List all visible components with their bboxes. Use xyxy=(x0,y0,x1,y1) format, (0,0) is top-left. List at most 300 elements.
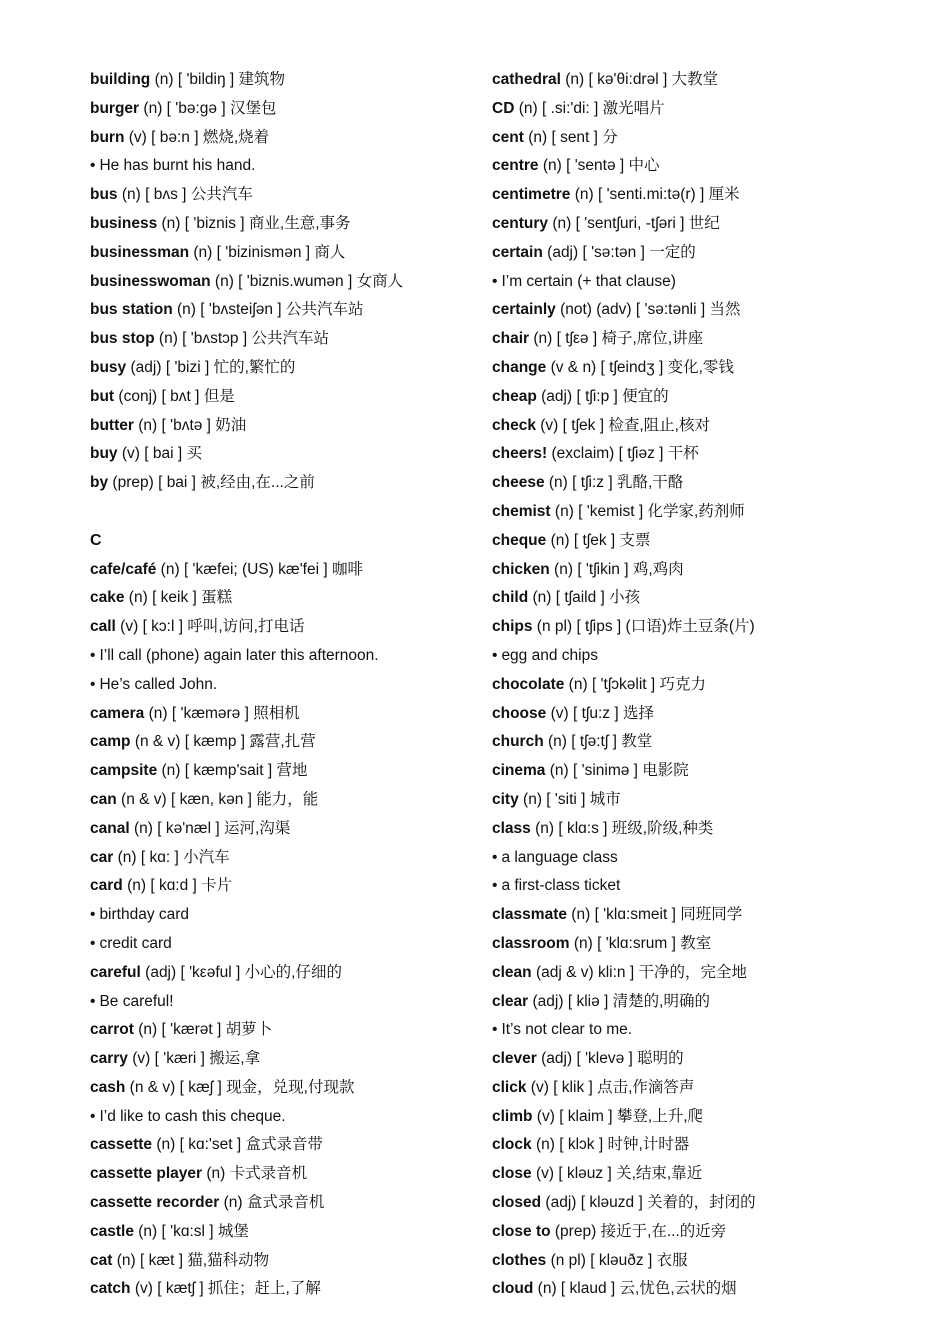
entry-part-of-speech: (n) xyxy=(554,560,573,578)
entry-word: bus xyxy=(90,186,118,204)
example-line xyxy=(90,671,480,700)
entry-meaning: 小汽车 xyxy=(183,848,230,866)
entry-part-of-speech: (n) xyxy=(148,704,168,722)
entry-part-of-speech: (n) xyxy=(518,99,538,117)
entry-meaning: 小孩 xyxy=(609,589,641,607)
entry-word: cheers! xyxy=(492,445,548,463)
entry-pronunciation: [ bai ] xyxy=(158,474,196,492)
entry-word: clever xyxy=(492,1050,537,1068)
entry-word: cathedral xyxy=(492,71,561,88)
vocab-entry xyxy=(90,1247,480,1276)
entry-meaning: 关着的，封闭的 xyxy=(647,1194,756,1212)
entry-part-of-speech: (n) xyxy=(176,301,196,319)
entry-word: camera xyxy=(90,704,145,722)
entry-meaning: 公共汽车站 xyxy=(251,330,329,348)
entry-meaning: 衣服 xyxy=(656,1251,688,1269)
entry-pronunciation: [ klɑ:s ] xyxy=(558,819,608,837)
entry-part-of-speech: (n) xyxy=(121,186,141,204)
vocab-entry xyxy=(90,210,480,239)
entry-part-of-speech: (n & v) xyxy=(129,1078,176,1096)
vocab-entry xyxy=(492,700,922,729)
entry-word: cat xyxy=(90,1251,113,1269)
vocab-entry xyxy=(492,527,922,556)
entry-meaning: 卡式录音机 xyxy=(229,1165,308,1183)
entry-pronunciation: [ klaud ] xyxy=(560,1280,616,1298)
vocab-entry xyxy=(90,325,480,354)
entry-word: century xyxy=(492,214,548,232)
example-line xyxy=(492,1016,922,1045)
vocab-entry xyxy=(90,66,480,95)
entry-word: bus station xyxy=(90,301,173,319)
vocab-entry xyxy=(492,613,922,642)
vocab-entry xyxy=(90,95,480,124)
entry-pronunciation: [ 'klɑ:smeit ] xyxy=(594,906,676,924)
entry-part-of-speech: (v) xyxy=(540,416,559,434)
entry-meaning: 点击,作滴答声 xyxy=(597,1078,695,1096)
entry-part-of-speech: (v) xyxy=(134,1280,153,1298)
entry-word: cafe/café xyxy=(90,560,157,578)
entry-part-of-speech: (exclaim) xyxy=(551,445,615,463)
entry-pronunciation: [ 'sinimə ] xyxy=(573,762,638,780)
entry-pronunciation: [ 'biznis ] xyxy=(184,214,245,232)
entry-part-of-speech: (n) xyxy=(535,1136,555,1154)
entry-word: close to xyxy=(492,1222,551,1240)
entry-pronunciation: [ 'kæfei; (US) kæ'fei ] xyxy=(183,560,328,578)
entry-word: chocolate xyxy=(492,675,565,693)
entry-part-of-speech: (n pl) xyxy=(536,618,573,636)
entry-pronunciation: [ kɑ:'set ] xyxy=(179,1136,242,1154)
vocab-entry xyxy=(492,210,922,239)
bullet-icon: • xyxy=(90,1107,96,1125)
entry-word: church xyxy=(492,733,544,751)
example-line xyxy=(90,930,480,959)
vocab-entry xyxy=(492,584,922,613)
vocab-entry xyxy=(492,1103,922,1132)
vocab-entry xyxy=(90,181,480,210)
example-text: a first-class ticket xyxy=(501,877,621,895)
entry-word: close xyxy=(492,1165,532,1183)
example-line xyxy=(492,844,922,873)
entry-word: choose xyxy=(492,704,547,722)
entry-meaning: 激光唱片 xyxy=(602,99,665,117)
entry-word: centimetre xyxy=(492,186,571,204)
entry-pronunciation: [ 'kɑ:sl ] xyxy=(161,1222,214,1240)
vocab-entry xyxy=(90,786,480,815)
entry-meaning: 呼叫,访问,打电话 xyxy=(187,618,305,636)
entry-word: city xyxy=(492,790,519,808)
example-line xyxy=(492,642,922,671)
entry-meaning: 关,结束,靠近 xyxy=(616,1165,703,1183)
entry-part-of-speech: (v) xyxy=(128,128,147,146)
entry-pronunciation: [ tʃips ] xyxy=(576,618,622,636)
entry-meaning: 露营,扎营 xyxy=(249,733,316,751)
entry-word: certainly xyxy=(492,301,556,319)
entry-word: castle xyxy=(90,1222,134,1240)
entry-word: certain xyxy=(492,243,543,261)
entry-meaning: 公共汽车站 xyxy=(285,301,364,319)
entry-part-of-speech: (n) xyxy=(133,819,153,837)
vocab-entry xyxy=(492,469,922,498)
entry-word: closed xyxy=(492,1194,542,1212)
entry-word: cent xyxy=(492,128,524,146)
vocab-entry xyxy=(492,959,922,988)
example-text: I’d like to cash this cheque. xyxy=(99,1107,286,1125)
bullet-icon: • xyxy=(90,157,96,175)
entry-part-of-speech: (n) xyxy=(127,877,147,895)
entry-word: burn xyxy=(90,128,125,146)
entry-pronunciation: [ kɔ:l ] xyxy=(142,618,184,636)
entry-word: centre xyxy=(492,157,539,175)
entry-meaning: 被,经由,在...之前 xyxy=(200,474,315,492)
entry-part-of-speech: (n & v) xyxy=(134,733,181,751)
entry-part-of-speech: (n) xyxy=(117,848,137,866)
example-text: credit card xyxy=(99,934,172,952)
entry-meaning: 云,忧色,云状的烟 xyxy=(619,1280,737,1298)
example-line xyxy=(90,152,480,181)
vocab-entry xyxy=(492,354,922,383)
entry-meaning: 照相机 xyxy=(253,704,300,722)
example-text: He has burnt his hand. xyxy=(99,157,256,175)
entry-pronunciation: [ 'klɑ:srum ] xyxy=(597,934,676,952)
vocab-entry xyxy=(90,1275,480,1304)
vocab-entry xyxy=(90,124,480,153)
entry-part-of-speech: (n) xyxy=(537,1280,557,1298)
entry-part-of-speech: (v) xyxy=(120,618,139,636)
entry-meaning: 鸡,鸡肉 xyxy=(632,560,684,578)
entry-meaning: 时钟,计时器 xyxy=(607,1136,690,1154)
entry-part-of-speech: (n) xyxy=(571,906,591,924)
entry-part-of-speech: (v) xyxy=(550,704,569,722)
vocab-entry xyxy=(90,1045,480,1074)
entry-meaning: 抓住；赶上,了解 xyxy=(208,1280,321,1298)
entry-part-of-speech: (n) xyxy=(548,733,567,751)
entry-word: CD xyxy=(492,99,515,117)
bullet-icon: • xyxy=(90,906,96,924)
entry-meaning: 检查,阻止,核对 xyxy=(608,416,710,434)
entry-part-of-speech: (adj) xyxy=(130,358,162,376)
entry-word: card xyxy=(90,877,123,895)
vocab-entry xyxy=(492,440,922,469)
entry-meaning: 城市 xyxy=(589,790,621,808)
vocab-entry xyxy=(90,613,480,642)
entry-pronunciation: [ 'bizinismən ] xyxy=(216,243,311,261)
entry-pronunciation: [ kæmp'sait ] xyxy=(184,762,273,780)
entry-pronunciation: [ tʃek ] xyxy=(573,531,616,549)
vocab-entry xyxy=(492,296,922,325)
entry-word: carry xyxy=(90,1050,128,1068)
vocab-entry xyxy=(492,1247,922,1276)
entry-word: climb xyxy=(492,1107,533,1125)
entry-part-of-speech: (prep) xyxy=(112,474,154,492)
vocab-entry xyxy=(492,901,922,930)
entry-word: change xyxy=(492,358,547,376)
entry-part-of-speech: (n) xyxy=(565,71,585,88)
entry-word: cloud xyxy=(492,1280,534,1298)
entry-word: classroom xyxy=(492,934,570,952)
entry-part-of-speech: (v) xyxy=(530,1078,549,1096)
entry-part-of-speech: (adj) xyxy=(547,243,579,261)
entry-meaning: 大教堂 xyxy=(671,71,719,88)
right-column xyxy=(492,66,922,1304)
entry-pronunciation: [ 'sə:tən ] xyxy=(582,243,645,261)
entry-meaning: 能力，能 xyxy=(256,790,319,808)
entry-pronunciation: [ 'kærət ] xyxy=(161,1021,222,1039)
vocab-entry xyxy=(90,872,480,901)
bullet-icon: • xyxy=(492,646,498,664)
entry-meaning: 变化,零钱 xyxy=(667,358,734,376)
entry-meaning: 奶油 xyxy=(215,416,247,434)
entry-part-of-speech: (v) xyxy=(121,445,140,463)
entry-word: class xyxy=(492,819,531,837)
entry-meaning: 聪明的 xyxy=(637,1050,684,1068)
vocab-entry xyxy=(90,584,480,613)
entry-part-of-speech: (n) xyxy=(206,1165,226,1183)
entry-pronunciation: [ klɔk ] xyxy=(559,1136,604,1154)
entry-pronunciation: [ 'tʃɔkəlit ] xyxy=(591,675,656,693)
entry-meaning: 巧克力 xyxy=(659,675,707,693)
entry-part-of-speech: (n) xyxy=(223,1194,243,1212)
entry-word: cinema xyxy=(492,762,546,780)
bullet-icon: • xyxy=(492,877,498,895)
entry-meaning: 商业,生意,事务 xyxy=(248,214,351,232)
bullet-icon: • xyxy=(90,934,96,952)
vocab-entry xyxy=(492,1131,922,1160)
entry-meaning: 攀登,上升,爬 xyxy=(616,1107,704,1125)
entry-word: child xyxy=(492,589,529,607)
entry-pronunciation: [ 'tʃikin ] xyxy=(577,560,629,578)
entry-pronunciation: [ tʃek ] xyxy=(562,416,605,434)
entry-meaning: 教堂 xyxy=(621,733,653,751)
entry-part-of-speech: (n) xyxy=(214,272,234,290)
entry-word: cake xyxy=(90,589,125,607)
entry-part-of-speech: (n) xyxy=(193,243,213,261)
entry-meaning: 接近于,在...的近旁 xyxy=(600,1222,727,1240)
entry-meaning: 建筑物 xyxy=(238,71,286,88)
vocab-entry xyxy=(492,383,922,412)
bullet-icon: • xyxy=(90,992,96,1010)
vocab-entry xyxy=(90,728,480,757)
entry-part-of-speech: (not) (adv) xyxy=(560,301,632,319)
entry-meaning: 世纪 xyxy=(688,214,720,232)
vocab-entry xyxy=(90,1131,480,1160)
entry-part-of-speech: (n) xyxy=(550,531,570,549)
entry-part-of-speech: (n) xyxy=(154,71,174,88)
example-line xyxy=(492,268,922,297)
entry-word: chips xyxy=(492,618,533,636)
vocab-entry xyxy=(492,1218,922,1247)
entry-part-of-speech: (n) xyxy=(549,762,569,780)
vocab-entry xyxy=(492,988,922,1017)
entry-pronunciation: [ 'kæmərə ] xyxy=(171,704,249,722)
entry-word: buy xyxy=(90,445,118,463)
vocab-entry xyxy=(492,1045,922,1074)
vocab-entry xyxy=(492,815,922,844)
vocab-entry xyxy=(90,412,480,441)
entry-word: careful xyxy=(90,963,141,981)
vocab-entry xyxy=(492,498,922,527)
entry-meaning: 买 xyxy=(186,445,203,463)
entry-meaning: 运河,沟渠 xyxy=(223,819,291,837)
entry-pronunciation: [ klaim ] xyxy=(559,1107,613,1125)
example-text: He’s called John. xyxy=(99,675,218,693)
entry-pronunciation: [ 'sə:tənli ] xyxy=(635,301,706,319)
example-text: I’ll call (phone) again later this afternoon. xyxy=(99,646,379,664)
entry-meaning: 椅子,席位,讲座 xyxy=(601,330,704,348)
entry-pronunciation: [ kə'θi:drəl ] xyxy=(588,71,668,88)
entry-word: classmate xyxy=(492,906,567,924)
example-text: Be careful! xyxy=(99,992,174,1010)
entry-pronunciation: [ 'kemist ] xyxy=(578,502,644,520)
vocab-entry xyxy=(90,296,480,325)
vocab-entry xyxy=(90,959,480,988)
entry-word: chair xyxy=(492,330,530,348)
entry-part-of-speech: (n) xyxy=(574,186,594,204)
entry-word: clean xyxy=(492,963,532,981)
entry-meaning: 厘米 xyxy=(708,186,740,204)
entry-part-of-speech: (n) xyxy=(143,99,163,117)
entry-meaning: 乳酪,干酪 xyxy=(616,474,684,492)
entry-word: campsite xyxy=(90,762,158,780)
entry-meaning: 同班同学 xyxy=(680,906,743,924)
entry-part-of-speech: (adj) xyxy=(145,963,177,981)
entry-part-of-speech: (n) xyxy=(542,157,562,175)
entry-pronunciation: [ tʃaild ] xyxy=(555,589,605,607)
entry-word: carrot xyxy=(90,1021,134,1039)
vocab-entry xyxy=(90,815,480,844)
entry-pronunciation: [ kæt ] xyxy=(139,1251,184,1269)
entry-pronunciation: [ bʌs ] xyxy=(145,186,187,204)
entry-pronunciation: [ 'bildiŋ ] xyxy=(177,71,235,88)
entry-pronunciation: [ kləuðz ] xyxy=(590,1251,653,1269)
vocab-entry xyxy=(90,383,480,412)
entry-pronunciation: [ kləuzd ] xyxy=(580,1194,643,1212)
example-line xyxy=(90,642,480,671)
entry-word: but xyxy=(90,387,115,405)
entry-word: business xyxy=(90,214,158,232)
entry-word: cassette recorder xyxy=(90,1194,220,1212)
entry-word: cassette player xyxy=(90,1165,203,1183)
entry-meaning: 选择 xyxy=(622,704,654,722)
entry-pronunciation: [ kə'næl ] xyxy=(157,819,220,837)
vocab-entry xyxy=(90,354,480,383)
example-text: It’s not clear to me. xyxy=(501,1021,633,1039)
entry-pronunciation: [ keik ] xyxy=(152,589,197,607)
entry-pronunciation: [ tʃi:z ] xyxy=(572,474,613,492)
entry-meaning: 当然 xyxy=(709,301,741,319)
vocab-entry xyxy=(90,1189,480,1218)
entry-pronunciation: [ 'senti.mi:tə(r) ] xyxy=(597,186,705,204)
entry-part-of-speech: (n) xyxy=(523,790,542,808)
entry-pronunciation: [ sent ] xyxy=(551,128,598,146)
entry-part-of-speech: (n) xyxy=(160,560,180,578)
vocab-entry xyxy=(492,1275,922,1304)
entry-part-of-speech: (n) xyxy=(554,502,574,520)
example-text: egg and chips xyxy=(501,646,598,664)
entry-part-of-speech: (adj) xyxy=(545,1194,577,1212)
vocab-entry xyxy=(492,152,922,181)
entry-meaning: 城堡 xyxy=(217,1222,249,1240)
entry-part-of-speech: (n & v) xyxy=(121,790,167,808)
entry-pronunciation: [ 'siti ] xyxy=(546,790,586,808)
entry-part-of-speech: (n) xyxy=(138,1021,158,1039)
example-line xyxy=(492,872,922,901)
entry-part-of-speech: (n) xyxy=(552,214,572,232)
entry-word: businessman xyxy=(90,243,190,261)
entry-pronunciation: [ kæn, kən ] xyxy=(171,790,252,808)
entry-meaning: 女商人 xyxy=(356,272,404,290)
entry-word: chemist xyxy=(492,502,551,520)
entry-pronunciation: [ tʃə:tʃ ] xyxy=(571,733,617,751)
entry-pronunciation: [ tʃeindʒ ] xyxy=(600,358,664,376)
bullet-icon: • xyxy=(492,1021,498,1039)
entry-part-of-speech: (n) xyxy=(573,934,593,952)
entry-part-of-speech: (v) xyxy=(536,1107,555,1125)
entry-meaning: 中心 xyxy=(628,157,660,175)
entry-word: chicken xyxy=(492,560,550,578)
entry-pronunciation: [ kləuz ] xyxy=(558,1165,612,1183)
entry-meaning: 卡片 xyxy=(201,877,233,895)
entry-word: car xyxy=(90,848,114,866)
entry-meaning: 但是 xyxy=(203,387,235,405)
entry-meaning: 小心的,仔细的 xyxy=(244,963,342,981)
entry-meaning: 分 xyxy=(602,128,618,146)
entry-part-of-speech: (n) xyxy=(532,589,552,607)
entry-meaning: 干杯 xyxy=(667,445,699,463)
entry-pronunciation: [ 'bizi ] xyxy=(165,358,210,376)
entry-pronunciation: [ 'kεəful ] xyxy=(180,963,241,981)
entry-word: clock xyxy=(492,1136,532,1154)
bullet-icon: • xyxy=(492,272,498,290)
entry-meaning: (口语)炸土豆条(片) xyxy=(625,618,755,636)
entry-part-of-speech: (n) xyxy=(548,474,568,492)
entry-word: burger xyxy=(90,99,140,117)
entry-meaning: 现金，兑现,付现款 xyxy=(226,1078,355,1096)
entry-word: cheese xyxy=(492,474,545,492)
entry-word: cheque xyxy=(492,531,547,549)
entry-meaning: 班级,阶级,种类 xyxy=(611,819,714,837)
entry-pronunciation: [ tʃεə ] xyxy=(556,330,598,348)
entry-pronunciation: [ klik ] xyxy=(553,1078,593,1096)
entry-part-of-speech: (v) xyxy=(535,1165,555,1183)
entry-meaning: 汉堡包 xyxy=(229,99,277,117)
vocab-entry xyxy=(90,239,480,268)
entry-pronunciation: [ 'bə:gə ] xyxy=(166,99,226,117)
entry-part-of-speech: (n) xyxy=(568,675,588,693)
entry-meaning: 支票 xyxy=(619,531,651,549)
entry-part-of-speech: (adj & v) xyxy=(535,963,594,981)
example-text: I’m certain (+ that clause) xyxy=(501,272,676,290)
entry-pronunciation: [ kɑ:d ] xyxy=(150,877,197,895)
entry-pronunciation: [ .si:'di: ] xyxy=(541,99,599,117)
entry-pronunciation: [ 'sentə ] xyxy=(566,157,625,175)
entry-part-of-speech: (n) xyxy=(156,1136,176,1154)
entry-part-of-speech: (v) xyxy=(132,1050,151,1068)
entry-word: click xyxy=(492,1078,527,1096)
entry-part-of-speech: (n) xyxy=(535,819,555,837)
vocab-entry xyxy=(492,786,922,815)
entry-word: clear xyxy=(492,992,529,1010)
entry-meaning: 公共汽车 xyxy=(190,186,253,204)
entry-pronunciation: [ tʃiəz ] xyxy=(618,445,664,463)
entry-pronunciation: [ 'klevə ] xyxy=(576,1050,633,1068)
entry-meaning: 咖啡 xyxy=(331,560,363,578)
entry-pronunciation: [ bʌt ] xyxy=(161,387,200,405)
entry-part-of-speech: (n) xyxy=(138,416,158,434)
entry-word: camp xyxy=(90,733,131,751)
entry-word: call xyxy=(90,618,116,636)
entry-word: by xyxy=(90,474,109,492)
bullet-icon: • xyxy=(90,646,96,664)
